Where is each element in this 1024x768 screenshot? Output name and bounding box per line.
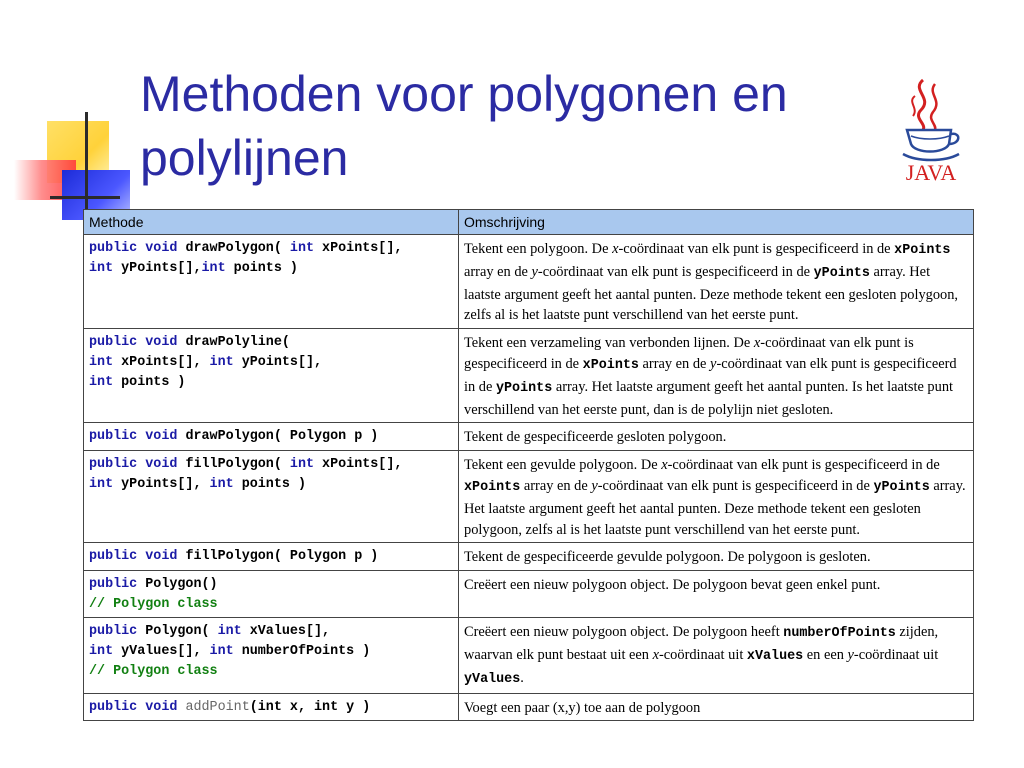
method-signature [84, 235, 459, 329]
slide-title-line1: Methoden voor polygonen en [140, 66, 788, 122]
code-text: yPoints[], [233, 355, 323, 371]
method-description [459, 571, 974, 618]
description-text: y [847, 646, 854, 663]
table-row [84, 543, 974, 571]
description-text: Voegt een paar (x,y) toe aan de polygoon [464, 699, 701, 716]
method-description [459, 693, 974, 721]
description-code: xPoints [894, 243, 951, 258]
code-comment: // Polygon class [89, 597, 218, 613]
code-line [89, 455, 453, 475]
code-line [89, 698, 453, 718]
description-text: Tekent een gevulde polygoon. De [464, 457, 662, 474]
code-line [89, 333, 453, 353]
description-text: Tekent de gespecificeerde gevulde polygoon. De polygoon is gesloten. [464, 549, 871, 566]
table-header-row [84, 210, 974, 235]
code-keyword: int [89, 355, 114, 371]
code-line [89, 427, 453, 447]
code-line [89, 595, 453, 615]
description-text: zijden, waarvan elk punt bestaat uit een [464, 624, 939, 663]
description-text: -coördinaat uit [659, 646, 747, 663]
method-signature [84, 543, 459, 571]
code-line [89, 259, 453, 279]
table-row [84, 693, 974, 721]
code-text: drawPolygon( [177, 241, 290, 256]
description-text: -coördinaat uit [853, 646, 939, 663]
description-text: x [612, 241, 619, 257]
code-line [89, 662, 453, 682]
code-text: drawPolyline( [177, 335, 290, 351]
code-text: xPoints[], [113, 355, 210, 371]
table-row [84, 618, 974, 693]
method-description [459, 423, 974, 451]
code-text: drawPolygon( Polygon p ) [177, 429, 379, 445]
code-line [89, 373, 453, 393]
description-text: -coördinaat van elk punt is gespecificeerd in de [667, 457, 940, 474]
description-code: yPoints [873, 479, 930, 495]
description-text: -coördinaat van elk punt is gespecificeerd in de [537, 263, 814, 280]
description-text: y [591, 477, 598, 494]
code-comment: // Polygon class [89, 664, 218, 680]
method-description [459, 618, 974, 693]
description-code: yPoints [813, 265, 870, 281]
table-row [84, 329, 974, 423]
slide-title-line2: polylijnen [140, 130, 349, 186]
code-text: fillPolygon( Polygon p ) [177, 549, 379, 565]
code-keyword: int [289, 241, 315, 256]
code-line [89, 353, 453, 373]
code-text: (int x, int y ) [249, 699, 371, 715]
description-text: x [661, 457, 668, 474]
description-code: xValues [746, 648, 804, 664]
description-code: numberOfPoints [783, 626, 896, 642]
code-text: numberOfPoints ) [233, 644, 371, 660]
code-text: yValues[], [113, 644, 210, 660]
method-signature [84, 423, 459, 451]
code-keyword: int [201, 261, 226, 276]
table-row [84, 235, 974, 329]
code-line [89, 642, 453, 662]
code-line [89, 475, 453, 495]
method-description [459, 329, 974, 423]
method-description [459, 235, 974, 329]
code-keyword: int [209, 644, 234, 660]
code-keyword: int [209, 477, 234, 493]
description-code: xPoints [464, 479, 521, 495]
code-keyword: public [89, 624, 138, 640]
code-line [89, 547, 453, 567]
method-signature [84, 451, 459, 543]
description-text: Tekent een verzameling van verbonden lijnen. De [464, 335, 754, 352]
code-text: Polygon() [137, 577, 218, 593]
description-text: array en de [520, 477, 592, 494]
code-text: xPoints[], [314, 241, 403, 256]
code-keyword: int [89, 644, 114, 660]
description-text: x [753, 335, 761, 352]
code-text: points ) [113, 375, 186, 391]
description-text: y [710, 355, 717, 372]
code-line [89, 239, 453, 259]
description-text: -coördinaat van elk punt is gespecificeerd in de [464, 335, 914, 372]
table-row [84, 451, 974, 543]
method-signature [84, 571, 459, 618]
code-line [89, 622, 453, 642]
code-keyword: int [89, 477, 114, 493]
code-text: points ) [225, 261, 298, 276]
methods-table [83, 209, 974, 721]
description-text: -coördinaat van elk punt is gespecificeerd in de [618, 241, 895, 257]
description-text: x [652, 646, 659, 663]
description-text: array. Het laatste argument geeft het aantal punten. Deze methode tekent een gesloten polygoon, zelfs al is het laatste punt verschillend van het eerste punt. [464, 477, 966, 538]
header-omschrijving: Omschrijving [459, 210, 974, 235]
code-keyword: public [89, 577, 138, 593]
table-row [84, 571, 974, 618]
description-text: array en de [464, 263, 532, 280]
code-keyword: public void [89, 457, 178, 473]
code-text: addPoint [177, 699, 250, 715]
code-text: points ) [233, 477, 306, 493]
code-text: yPoints[], [113, 477, 210, 493]
code-keyword: public void [89, 335, 178, 351]
description-text: . [520, 669, 524, 686]
description-code: yValues [464, 671, 521, 687]
code-keyword: int [289, 457, 315, 473]
method-signature [84, 693, 459, 721]
code-keyword: public void [89, 549, 178, 565]
table-row [84, 423, 974, 451]
header-methode: Methode [84, 210, 459, 235]
description-code: xPoints [582, 357, 639, 373]
code-keyword: public void [89, 429, 178, 445]
method-signature [84, 618, 459, 693]
description-text: y [531, 263, 538, 280]
code-text: Polygon( [137, 624, 218, 640]
description-text: array. Het laatste argument geeft het aantal punten. Deze methode tekent een gesloten polygoon, zelfs al is het laatste punt verschillend van het eerste punt. [464, 263, 959, 324]
code-keyword: public void [89, 241, 178, 256]
description-text: Tekent de gespecificeerde gesloten polygoon. [464, 429, 727, 446]
decorative-horizontal-line [50, 196, 120, 199]
code-text: fillPolygon( [177, 457, 290, 473]
code-text: yPoints[], [113, 261, 202, 276]
code-keyword: int [89, 261, 114, 276]
description-code: yPoints [495, 380, 553, 396]
code-keyword: int [217, 624, 242, 640]
code-line [89, 575, 453, 595]
method-description [459, 451, 974, 543]
code-keyword: int [89, 375, 114, 391]
java-logo-text: JAVA [905, 160, 957, 185]
description-text: -coördinaat van elk punt is gespecificeerd in de [464, 355, 957, 395]
description-text: array. Het laatste argument geeft het aantal punten. Is het laatste punt verschillend van het eerste punt, dan is de polylijn niet gesloten. [464, 378, 954, 418]
method-description [459, 543, 974, 571]
code-text: xPoints[], [314, 457, 403, 473]
description-text: en een [803, 646, 848, 663]
java-logo-icon [893, 74, 969, 186]
description-text: Creëert een nieuw polygoon object. De polygoon heeft [464, 624, 784, 641]
description-text: Tekent een polygoon. De [464, 241, 613, 257]
code-keyword: int [209, 355, 234, 371]
description-text: array en de [638, 355, 711, 372]
code-text: xValues[], [241, 624, 331, 640]
description-text: Creëert een nieuw polygoon object. De polygoon bevat geen enkel punt. [464, 577, 881, 594]
description-text: -coördinaat van elk punt is gespecificeerd in de [597, 477, 874, 494]
slide-title [140, 62, 880, 190]
method-signature [84, 329, 459, 423]
code-keyword: public void [89, 699, 178, 715]
